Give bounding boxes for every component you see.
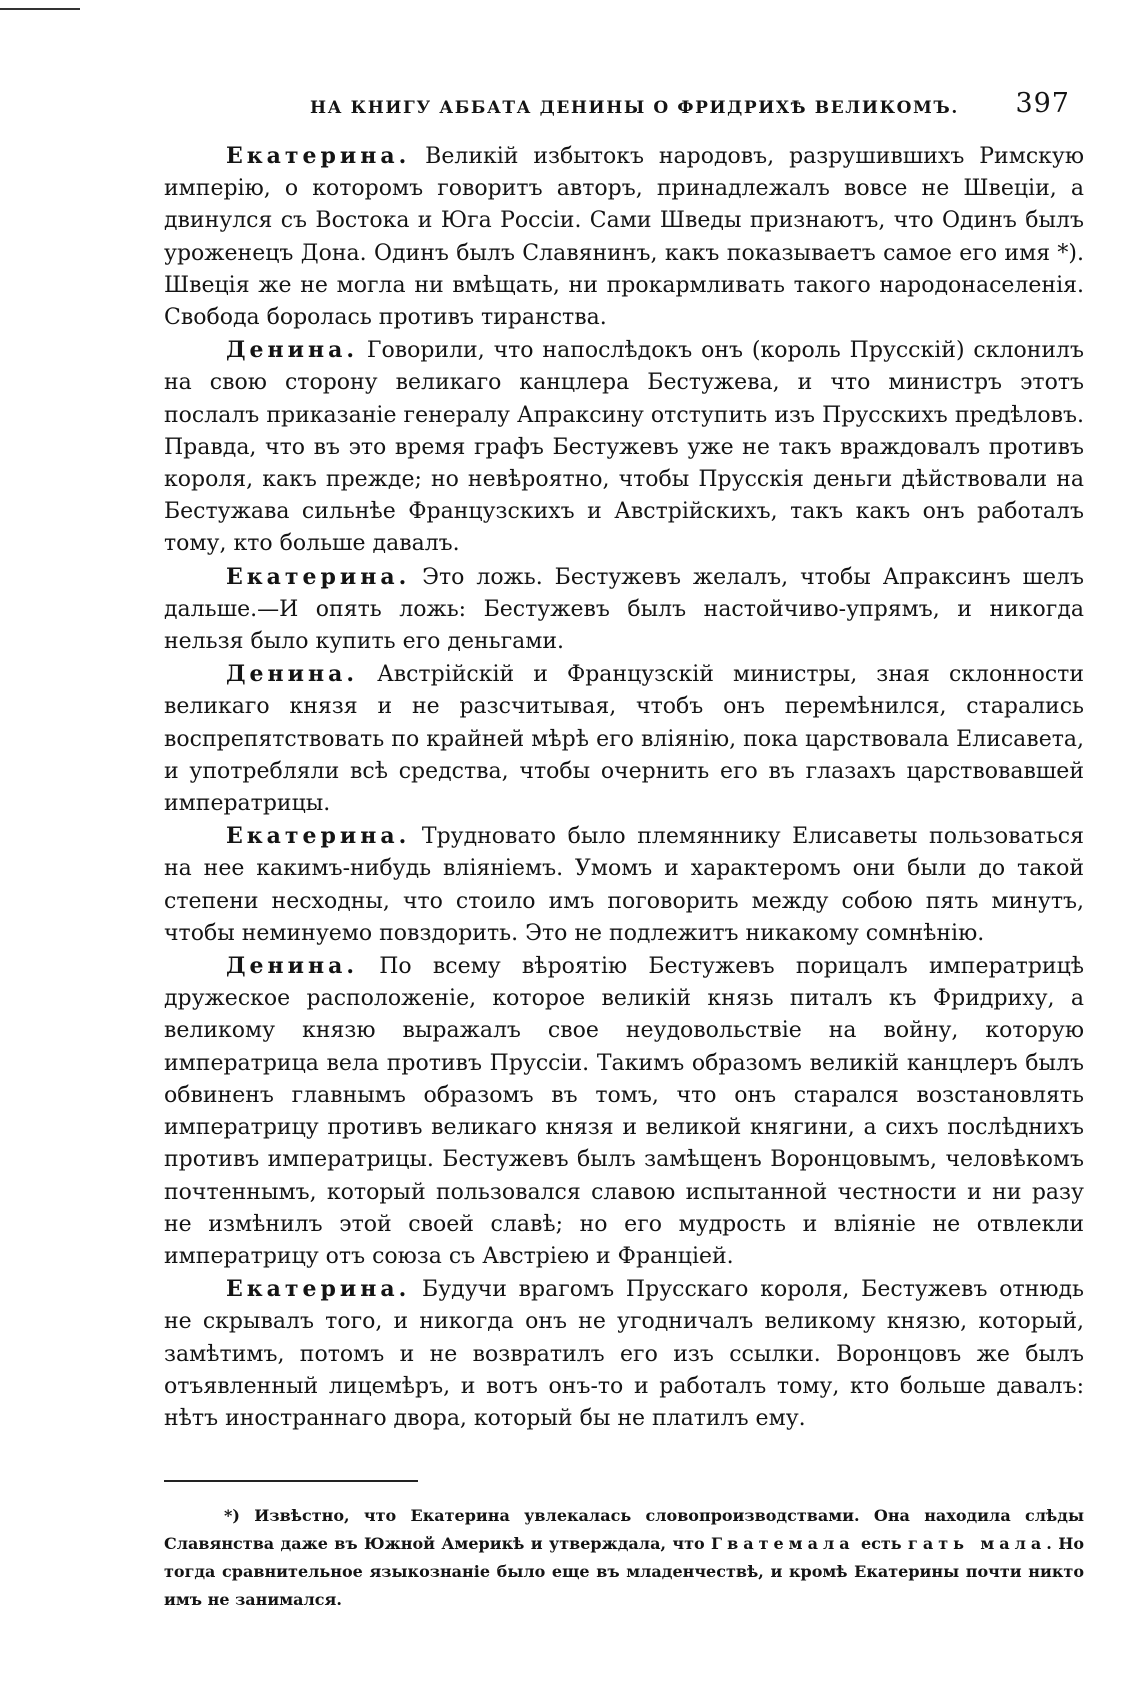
paragraph-text: Будучи врагомъ Прусскаго короля, Бестужевъ отнюдь не скрывалъ того, и никогда онъ не угодничалъ великому князю, который, замѣтимъ, потомъ и не возвратилъ его изъ ссылки. Воронцовъ же былъ отъявленный лицемѣръ, и вотъ онъ-то и работалъ тому, кто больше давалъ: нѣтъ иностраннаго двора, который бы не платилъ ему. [164, 1277, 1084, 1431]
page-number: 397 [1015, 88, 1070, 119]
footnote [164, 1502, 1084, 1614]
paragraph-denina-1 [164, 334, 1084, 560]
paragraph-text: По всему вѣроятію Бестужевъ порицалъ императрицѣ дружеское расположеніе, которое великій князь питалъ къ Фридриху, а великому князю выражалъ свое неудовольствіе на войну, которую императрица вела противъ Пруссіи. Такимъ образомъ великій канцлеръ былъ обвиненъ главнымъ образомъ въ томъ, что онъ старался возстановлять императрицу противъ великаго князя и великой княгини, а сихъ послѣднихъ противъ императрицы. Бестужевъ былъ замѣщенъ Воронцовымъ, человѣкомъ почтеннымъ, который пользовался славою испытанной честности и ни разу не измѣнилъ этой своей славѣ; но его мудрость и вліяніе не отвлекли императрицу отъ союза съ Австріею и Франціей. [164, 954, 1084, 1269]
footnote-separator [164, 1480, 418, 1482]
paragraph-text: Австрійскій и Французскій министры, зная склонности великаго князя и не разсчитывая, чтобъ онъ перемѣнился, старались воспрепятствовать по крайней мѣрѣ его вліянію, пока царствовала Елисавета, и употребляли всѣ средства, чтобы очернить его въ глазахъ царствовавшей императрицы. [164, 662, 1084, 817]
footnote-text: *) Извѣстно, что Екатерина увлекалась словопроизводствами. Она находила слѣды Славянства даже въ Южной Америкѣ и утверждала, что [164, 1506, 1084, 1553]
footnote-spaced-word: Гватемала [711, 1534, 855, 1553]
paragraph-catherine-1 [164, 140, 1084, 334]
paragraph-catherine-4 [164, 1273, 1084, 1435]
main-text [164, 140, 1084, 1435]
paragraph-denina-3 [164, 950, 1084, 1273]
paragraph-text: Великій избытокъ народовъ, разрушившихъ Римскую имперію, о которомъ говоритъ авторъ, принадлежалъ вовсе не Швеціи, а двинулся съ Востока и Юга Россіи. Сами Шведы признаютъ, что Одинъ былъ уроженецъ Дона. Одинъ былъ Славянинъ, какъ показываетъ самое его имя *). Швеція же не могла ни вмѣщать, ни прокармливать такого народонаселенія. Свобода боролась противъ тиранства. [164, 144, 1084, 331]
corner-rule [0, 8, 80, 10]
footnote-text: есть [854, 1534, 909, 1553]
paragraph-catherine-2 [164, 561, 1084, 659]
speaker-name: Денина. [226, 337, 358, 364]
speaker-name: Екатерина. [226, 143, 411, 169]
speaker-name: Екатерина. [226, 563, 411, 590]
footnote-text: . Но тогда сравнительное языкознаніе было еще въ младенчествѣ, и кромѣ Екатерины почти никто имъ не занимался. [164, 1534, 1084, 1609]
speaker-name: Денина. [226, 953, 358, 980]
footnote-spaced-phrase: гать мала [908, 1534, 1047, 1553]
speaker-name: Екатерина. [226, 823, 411, 850]
running-head [170, 88, 1070, 128]
paragraph-denina-2 [164, 658, 1084, 820]
speaker-name: Денина. [226, 661, 358, 688]
running-title: НА КНИГУ АББАТА ДЕНИНЫ О ФРИДРИХѢ ВЕЛИКОМЪ. [310, 98, 959, 118]
paragraph-text: Говорили, что напослѣдокъ онъ (король Прусскій) склонилъ на свою сторону великаго канцлера Бестужева, и что министръ этотъ послалъ приказаніе генералу Апраксину отступить изъ Прусскихъ предѣловъ. Правда, что въ это время графъ Бестужевъ уже не такъ враждовалъ противъ короля, какъ прежде; но невѣроятно, чтобы Прусскія деньги дѣйствовали на Бестужава сильнѣе Французскихъ и Австрійскихъ, такъ какъ онъ работалъ тому, кто больше давалъ. [164, 338, 1084, 557]
paragraph-catherine-3 [164, 820, 1084, 950]
paragraph-text: Трудновато было племяннику Елисаветы пользоваться на нее какимъ-нибудь вліяніемъ. Умомъ и характеромъ они были до такой степени несходны, что стоило имъ поговорить между собою пять минутъ, чтобы неминуемо повздорить. Это не подлежитъ никакому сомнѣнію. [164, 824, 1084, 946]
paragraph-text: Это ложь. Бестужевъ желалъ, чтобы Апраксинъ шелъ дальше.—И опять ложь: Бестужевъ былъ настойчиво-упрямъ, и никогда нельзя было купить его деньгами. [164, 564, 1084, 655]
speaker-name: Екатерина. [226, 1276, 411, 1303]
